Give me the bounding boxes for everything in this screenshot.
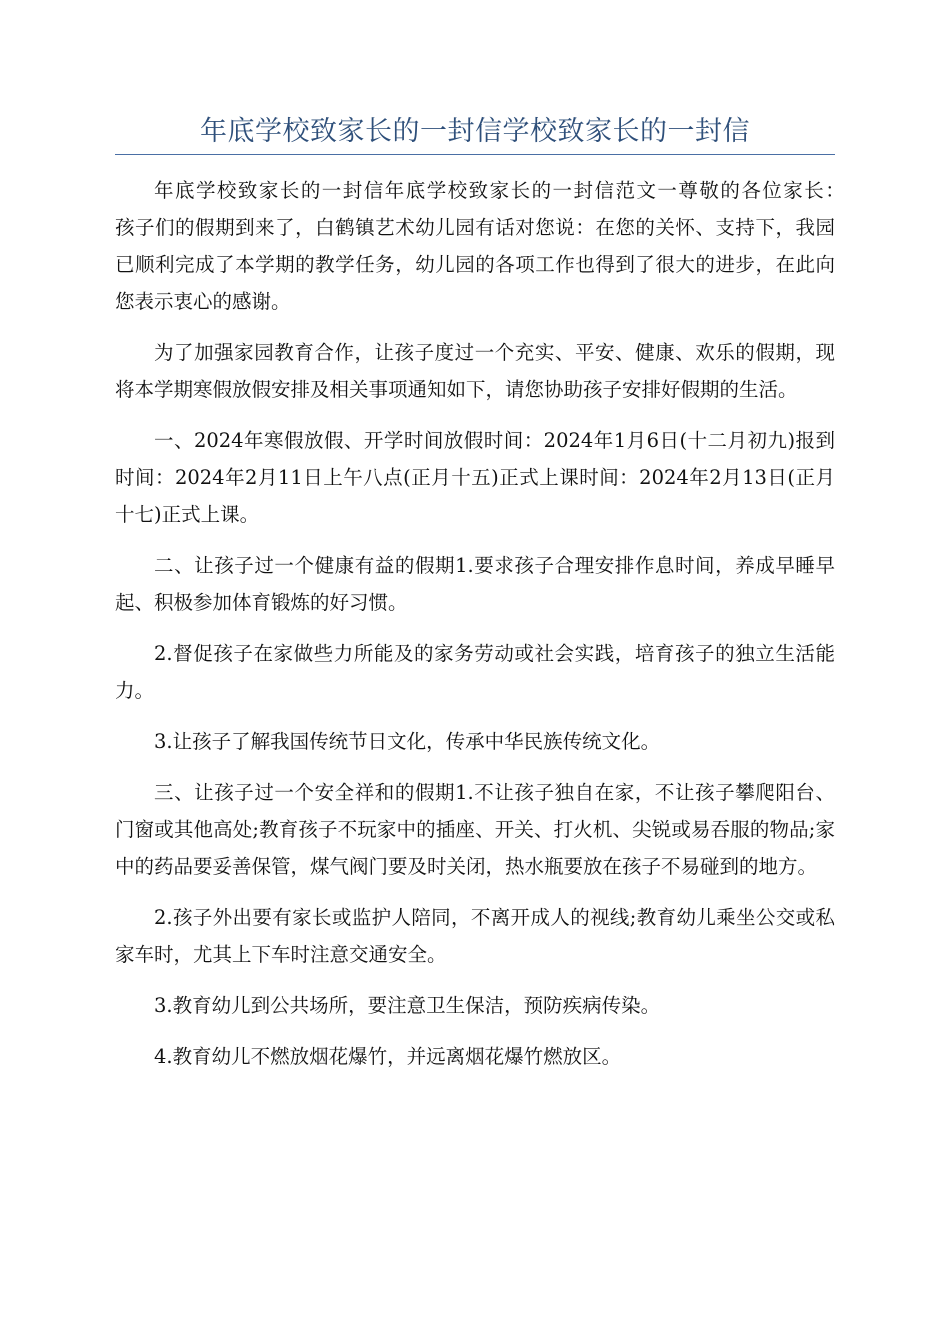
paragraph-intro: 为了加强家园教育合作，让孩子度过一个充实、平安、健康、欢乐的假期，现将本学期寒假放假安排及相关事项通知如下，请您协助孩子安排好假期的生活。 <box>115 341 835 401</box>
paragraph-safety: 三、让孩子过一个安全祥和的假期1.不让孩子独自在家，不让孩子攀爬阳台、门窗或其他高处;教育孩子不玩家中的插座、开关、打火机、尖锐或易吞服的物品;家中的药品要妥善保管，煤气阀门要及时关闭，热水瓶要放在孩子不易碰到的地方。 <box>115 781 835 878</box>
title-underline <box>115 154 835 155</box>
paragraph-hygiene: 3.教育幼儿到公共场所，要注意卫生保洁，预防疾病传染。 <box>154 994 661 1017</box>
paragraph-healthy-holiday: 二、让孩子过一个健康有益的假期1.要求孩子合理安排作息时间，养成早睡早起、积极参加体育锻炼的好习惯。 <box>115 554 835 614</box>
paragraph-housework: 2.督促孩子在家做些力所能及的家务劳动或社会实践，培育孩子的独立生活能力。 <box>115 642 835 702</box>
paragraph-culture: 3.让孩子了解我国传统节日文化，传承中华民族传统文化。 <box>154 730 661 753</box>
paragraph-greeting: 年底学校致家长的一封信年底学校致家长的一封信范文一尊敬的各位家长： 孩子们的假期到来了，白鹤镇艺术幼儿园有话对您说：在您的关怀、支持下，我园已顺利完成了本学期的教学任务，幼儿园的各项工作也得到了很大的进步，在此向您表示衷心的感谢。 <box>115 179 875 313</box>
paragraph-outing: 2.孩子外出要有家长或监护人陪同，不离开成人的视线;教育幼儿乘坐公交或私家车时，尤其上下车时注意交通安全。 <box>115 906 835 966</box>
document-title: 年底学校致家长的一封信学校致家长的一封信 <box>200 116 750 147</box>
document-body <box>115 172 875 1089</box>
paragraph-schedule: 一、2024年寒假放假、开学时间放假时间：2024年1月6日(十二月初九)报到时间：2024年2月11日上午八点(正月十五)正式上课时间：2024年2月13日(正月十七)正式上课。 <box>115 429 835 526</box>
paragraph-fireworks: 4.教育幼儿不燃放烟花爆竹，并远离烟花爆竹燃放区。 <box>154 1045 622 1068</box>
